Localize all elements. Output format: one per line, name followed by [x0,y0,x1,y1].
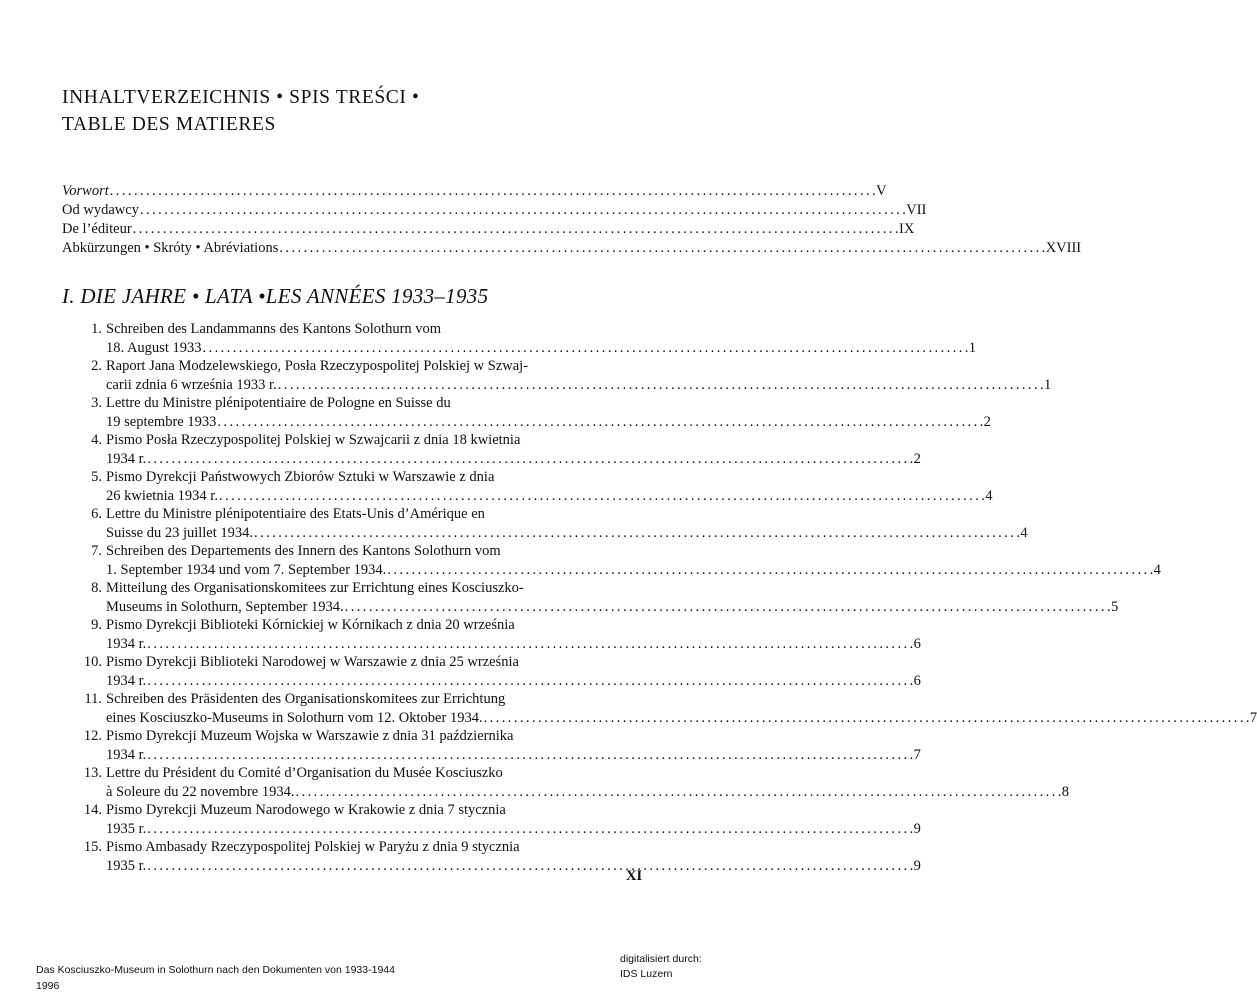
footer-digitization [620,952,702,982]
toc-entry-leader-row [106,783,1069,802]
toc-entry-title: Pismo Dyrekcji Biblioteki Narodowej w Warszawie z dnia 25 września [106,654,519,670]
toc-entry-number: 1. [91,321,102,337]
front-matter-label: De l’éditeur [62,221,132,237]
toc-entry-title: Pismo Ambasady Rzeczypospolitej Polskiej w Paryżu z dnia 9 stycznia [106,839,520,855]
toc-entry [70,727,921,764]
toc-entries-list [70,320,1257,875]
toc-entry-title-continued: carii zdnia 6 września 1933 r. [106,376,277,393]
footer-citation-year: 1996 [36,980,60,992]
toc-entry-title: Raport Jana Modzelewskiego, Posła Rzeczypospolitej Polskiej w Szwaj- [106,358,529,374]
toc-entry-title-continued: 26 kwietnia 1934 r. [106,487,218,504]
section-title: I. DIE JAHRE • LATA •LES ANNÉES 1933–1935 [62,284,489,308]
dot-leader [147,672,912,691]
front-matter-item [62,202,927,221]
toc-entry-page: 5 [1110,598,1119,615]
toc-entry [70,542,1161,579]
front-matter-item [62,240,1082,259]
dot-leader [254,524,1019,543]
dot-leader [147,635,912,654]
toc-entry-leader-row [106,672,921,691]
toc-entry [70,357,1052,394]
toc-entry-number: 15. [83,839,102,855]
toc-entry-page: 7 [913,746,921,763]
toc-entry-leader-row [106,413,991,432]
toc-entry-title-continued: 1934 r. [106,635,147,652]
front-matter-page: IX [898,221,915,237]
dot-leader [295,783,1060,802]
toc-entry-body [106,505,1028,542]
toc-entry-body [106,690,1257,727]
toc-entry-number: 9. [91,617,102,633]
toc-entry-page: 9 [913,820,921,837]
toc-entry-leader-row [106,524,1028,543]
toc-entry-page: 4 [1153,561,1161,578]
toc-entry-title-continued: 19 septembre 1933 [106,413,217,430]
toc-entry [70,431,921,468]
toc-entry-leader-row [106,857,921,876]
toc-entry-page: 6 [913,672,921,689]
toc-entry-page: 4 [985,487,993,504]
toc-entry-title: Pismo Posła Rzeczypospolitej Polskiej w Szwajcarii z dnia 18 kwietnia [106,432,521,448]
toc-entry-number: 5. [91,469,102,485]
front-matter-item [62,221,915,240]
toc-entry-body [106,320,976,357]
toc-entry [70,468,993,505]
toc-entry-body [106,764,1069,801]
toc-entry-leader-row [106,450,921,469]
toc-entry [70,505,1028,542]
toc-entry-body [106,838,921,875]
toc-entry-page: 4 [1020,524,1028,541]
toc-entry-title-continued: 1934 r. [106,450,147,467]
toc-entry-title-continued: à Soleure du 22 novembre 1934. [106,783,295,800]
toc-entry-number: 13. [83,765,102,781]
toc-heading-line-2: TABLE DES MATIERES [62,114,276,135]
dot-leader [278,376,1043,395]
toc-entry-leader-row [106,339,976,358]
dot-leader [133,221,898,238]
dot-leader [110,183,875,200]
footer-digitization-institution: IDS Luzern [620,968,673,980]
toc-entry-page: 2 [913,450,921,467]
toc-entry-body [106,653,921,690]
toc-heading [62,84,419,138]
toc-entry-body [106,801,921,838]
toc-entry-number: 3. [91,395,102,411]
toc-entry [70,320,977,357]
toc-entry-title: Schreiben des Präsidenten des Organisationskomitees zur Errichtung [106,691,506,707]
footer-digitization-label: digitalisiert durch: [620,953,702,965]
toc-entry-title-continued: 1934 r. [106,746,147,763]
toc-entry [70,838,921,875]
toc-entry-number: 14. [83,802,102,818]
footer-citation-title: Das Kosciuszko-Museum in Solothurn nach den Dokumenten von 1933-1944 [36,964,395,976]
toc-entry-leader-row [106,487,993,506]
toc-entry-title: Lettre du Ministre plénipotentiaire des Etats-Unis d’Amérique en [106,506,485,522]
toc-entry-number: 7. [91,543,102,559]
dot-leader [147,746,912,765]
toc-entry-body [106,727,921,764]
dot-leader [219,487,984,506]
toc-entry-page: 9 [913,857,921,874]
dot-leader [147,450,912,469]
toc-entry-leader-row [106,635,921,654]
front-matter-page: XVIII [1045,240,1082,256]
dot-leader [147,820,912,839]
dot-leader [202,339,967,358]
toc-entry-title-continued: eines Kosciuszko-Museums in Solothurn vom 12. Oktober 1934. [106,709,483,726]
toc-entry-number: 12. [83,728,102,744]
toc-entry-number: 4. [91,432,102,448]
toc-entry-leader-row [106,709,1257,728]
dot-leader [387,561,1152,580]
toc-entry-title: Lettre du Président du Comité d’Organisation du Musée Kosciuszko [106,765,503,781]
toc-entry [70,801,921,838]
toc-entry-title: Pismo Dyrekcji Muzeum Wojska w Warszawie z dnia 31 października [106,728,514,744]
toc-entry-title-continued: 1935 r. [106,820,147,837]
front-matter-label: Vorwort [62,183,109,199]
front-matter-page: V [876,183,887,199]
dot-leader [345,598,1110,617]
dot-leader [217,413,982,432]
dot-leader [484,709,1249,728]
toc-entry-number: 11. [84,691,102,707]
toc-entry-leader-row [106,561,1161,580]
toc-entry-title: Schreiben des Departements des Innern des Kantons Solothurn vom [106,543,501,559]
toc-heading-line-1: INHALTVERZEICHNIS • SPIS TREŚCI • [62,87,420,108]
toc-entry-body [106,431,921,468]
dot-leader [147,857,912,876]
front-matter-list [62,183,1082,259]
toc-entry-title-continued: 1934 r. [106,672,147,689]
toc-entry [70,653,921,690]
dot-leader [279,240,1044,257]
front-matter-page: VII [906,202,927,218]
toc-entry [70,394,991,431]
toc-entry-page: 6 [913,635,921,652]
toc-entry-leader-row [106,598,1118,617]
toc-entry-title: Mitteilung des Organisationskomitees zur Errichtung eines Kosciuszko- [106,580,524,596]
toc-entry-page: 1 [1044,376,1052,393]
toc-entry-title-continued: 1935 r. [106,857,147,874]
toc-entry-body [106,542,1161,579]
toc-entry-title-continued: Museums in Solothurn, September 1934. [106,598,344,615]
front-matter-item [62,183,887,202]
toc-entry-leader-row [106,746,921,765]
toc-entry-title: Schreiben des Landammanns des Kantons Solothurn vom [106,321,442,337]
toc-entry [70,579,1119,616]
toc-entry [70,616,921,653]
toc-entry [70,764,1070,801]
toc-entry-page: 8 [1061,783,1070,800]
toc-entry-title: Pismo Dyrekcji Biblioteki Kórnickiej w Kórnikach z dnia 20 września [106,617,515,633]
toc-entry-title-continued: Suisse du 23 juillet 1934. [106,524,254,541]
toc-entry-body [106,357,1051,394]
toc-entry-body [106,579,1118,616]
toc-entry-title: Pismo Dyrekcji Muzeum Narodowego w Krakowie z dnia 7 stycznia [106,802,506,818]
toc-entry-number: 2. [91,358,102,374]
toc-entry-leader-row [106,376,1051,395]
toc-entry-page: 1 [968,339,977,356]
page-number: XI [626,868,643,884]
front-matter-label: Od wydawcy [62,202,139,218]
toc-entry-leader-row [106,820,921,839]
toc-entry-body [106,468,993,505]
toc-entry-body [106,616,921,653]
footer-citation [36,962,395,994]
toc-entry-number: 10. [83,654,102,670]
toc-entry-page: 7 [1249,709,1257,726]
toc-entry-title: Pismo Dyrekcji Państwowych Zbiorów Sztuki w Warszawie z dnia [106,469,495,485]
toc-entry-body [106,394,991,431]
toc-entry [70,690,1257,727]
dot-leader [140,202,905,219]
toc-entry-title: Lettre du Ministre plénipotentiaire de Pologne en Suisse du [106,395,451,411]
toc-entry-title-continued: 18. August 1933 [106,339,202,356]
toc-entry-title-continued: 1. September 1934 und vom 7. September 1934. [106,561,387,578]
toc-entry-page: 2 [983,413,991,430]
front-matter-label: Abkürzungen • Skróty • Abréviations [62,240,279,256]
toc-entry-number: 6. [91,506,102,522]
toc-entry-number: 8. [91,580,102,596]
